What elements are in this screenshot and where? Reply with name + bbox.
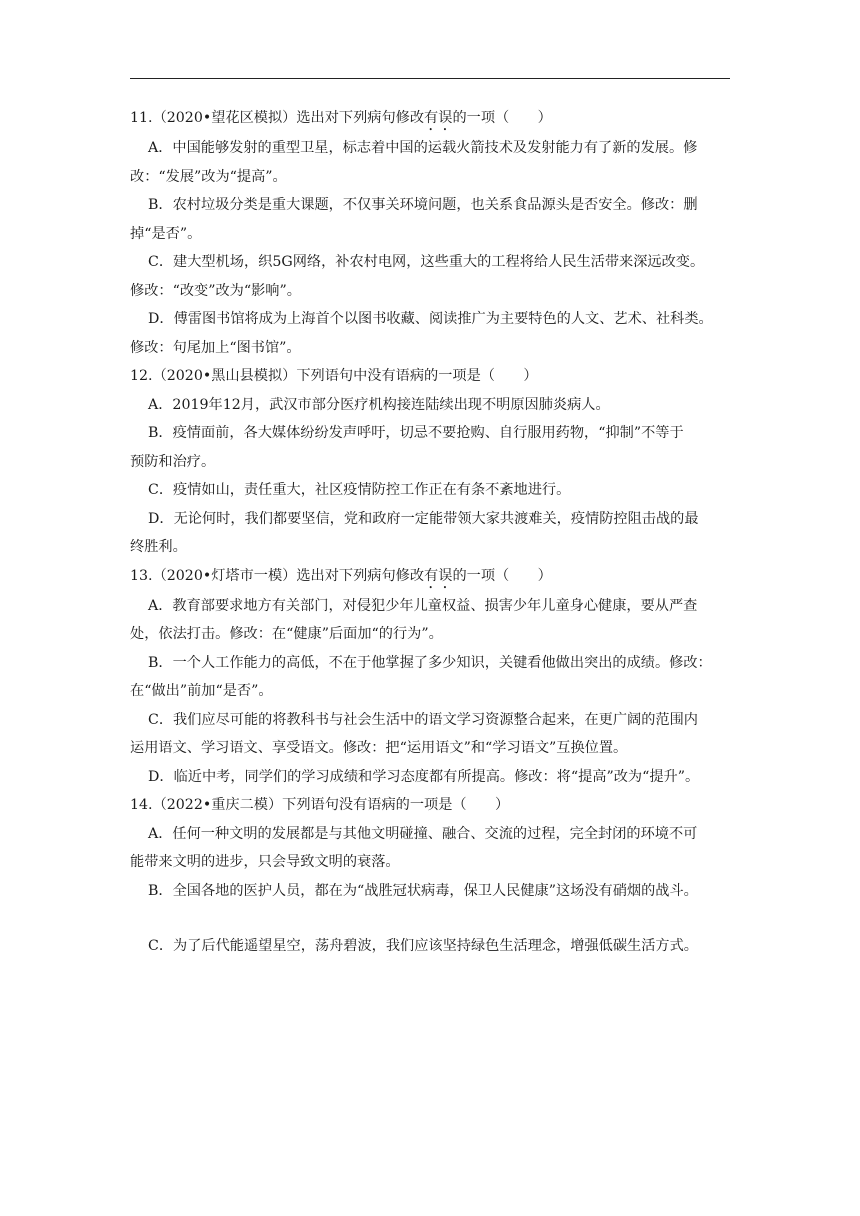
question-12-option-d: D．无论何时，我们都要坚信，党和政府一定能带领大家共渡难关，疫情防控阻击战的最 [148,510,699,527]
question-11-option-c-cont: 修改：“改变”改为“影响”。 [130,282,301,299]
question-13-option-c-cont: 运用语文、学习语文、享受语文。修改：把“运用语文”和“学习语文”互换位置。 [130,740,628,756]
emphasis-text: 有误 [424,110,453,126]
question-13-option-a: A．教育部要求地方有关部门，对侵犯少年儿童权益、损害少年儿童身心健康，要从严查 [148,597,698,614]
question-12-option-d-cont: 终胜利。 [130,539,187,555]
paragraph-gap [130,905,730,932]
question-14-option-a: A．任何一种文明的发展都是与其他文明碰撞、融合、交流的过程，完全封闭的环境不可 [148,825,698,842]
question-11-option-d: D．傅雷图书馆将成为上海首个以图书收藏、阅读推广为主要特色的人文、艺术、社科类。 [148,311,713,327]
question-11-option-a: A．中国能够发射的重型卫星，标志着中国的运载火箭技术及发射能力有了新的发展。修 [148,140,698,156]
question-12-option-a: A．2019年12月，武汉市部分医疗机构接连陆续出现不明原因肺炎病人。 [148,396,610,413]
question-12-option-b: B．疫情面前，各大媒体纷纷发声呼吁，切忌不要抢购、自行服用药物，“抑制”不等于 [148,425,684,441]
question-11-option-b: B．农村垃圾分类是重大课题，不仅事关环境问题，也关系食品源头是否安全。修改：删 [148,197,698,213]
question-11-option-a-cont: 改：“发展”改为“提高”。 [130,168,287,185]
question-14-option-a-cont: 能带来文明的进步，只会导致文明的衰落。 [130,854,400,870]
question-12-option-b-cont: 预防和治疗。 [130,453,216,470]
question-13-option-c: C．我们应尽可能的将教科书与社会生活中的语文学习资源整合起来，在更广阔的范围内 [148,711,698,728]
question-14-option-c: C．为了后代能遥望星空，荡舟碧波，我们应该坚持绿色生活理念，增强低碳生活方式。 [148,938,698,954]
question-13-option-a-cont: 处，依法打击。修改：在“健康”后面加“的行为”。 [130,626,443,642]
question-13-option-d: D．临近中考，同学们的学习成绩和学习态度都有所提高。修改：将“提高”改为“提升”。 [148,768,700,785]
question-11-stem: 11.（2020•望花区模拟）选出对下列病句修改有误的一项（ ） [130,110,552,126]
emphasis-text: 有误 [424,567,453,584]
header-rule [130,78,730,79]
question-11-option-d-cont: 修改：句尾加上“图书馆”。 [130,339,301,356]
question-12-stem: 12.（2020•黑山县模拟）下列语句中没有语病的一项是（ ） [130,368,538,384]
question-13-option-b-cont: 在“做出”前加“是否”。 [130,683,273,699]
question-13-stem: 13.（2020•灯塔市一模）选出对下列病句修改有误的一项（ ） [130,567,552,584]
question-14-stem: 14.（2022•重庆二模）下列语句没有语病的一项是（ ） [130,797,510,813]
question-11-option-b-cont: 掉“是否”。 [130,225,202,242]
question-list [130,104,730,961]
question-14-option-b: B．全国各地的医护人员，都在为“战胜冠状病毒，保卫人民健康”这场没有硝烟的战斗。 [148,882,698,899]
question-12-option-c: C．疫情如山，责任重大，社区疫情防控工作正在有条不紊地进行。 [148,482,571,498]
question-13-option-b: B．一个人工作能力的高低，不在于他掌握了多少知识，关键看他做出突出的成绩。修改： [148,654,712,671]
question-11-option-c: C．建大型机场，织5G网络，补农村电网，这些重大的工程将给人民生活带来深远改变。 [148,254,705,270]
